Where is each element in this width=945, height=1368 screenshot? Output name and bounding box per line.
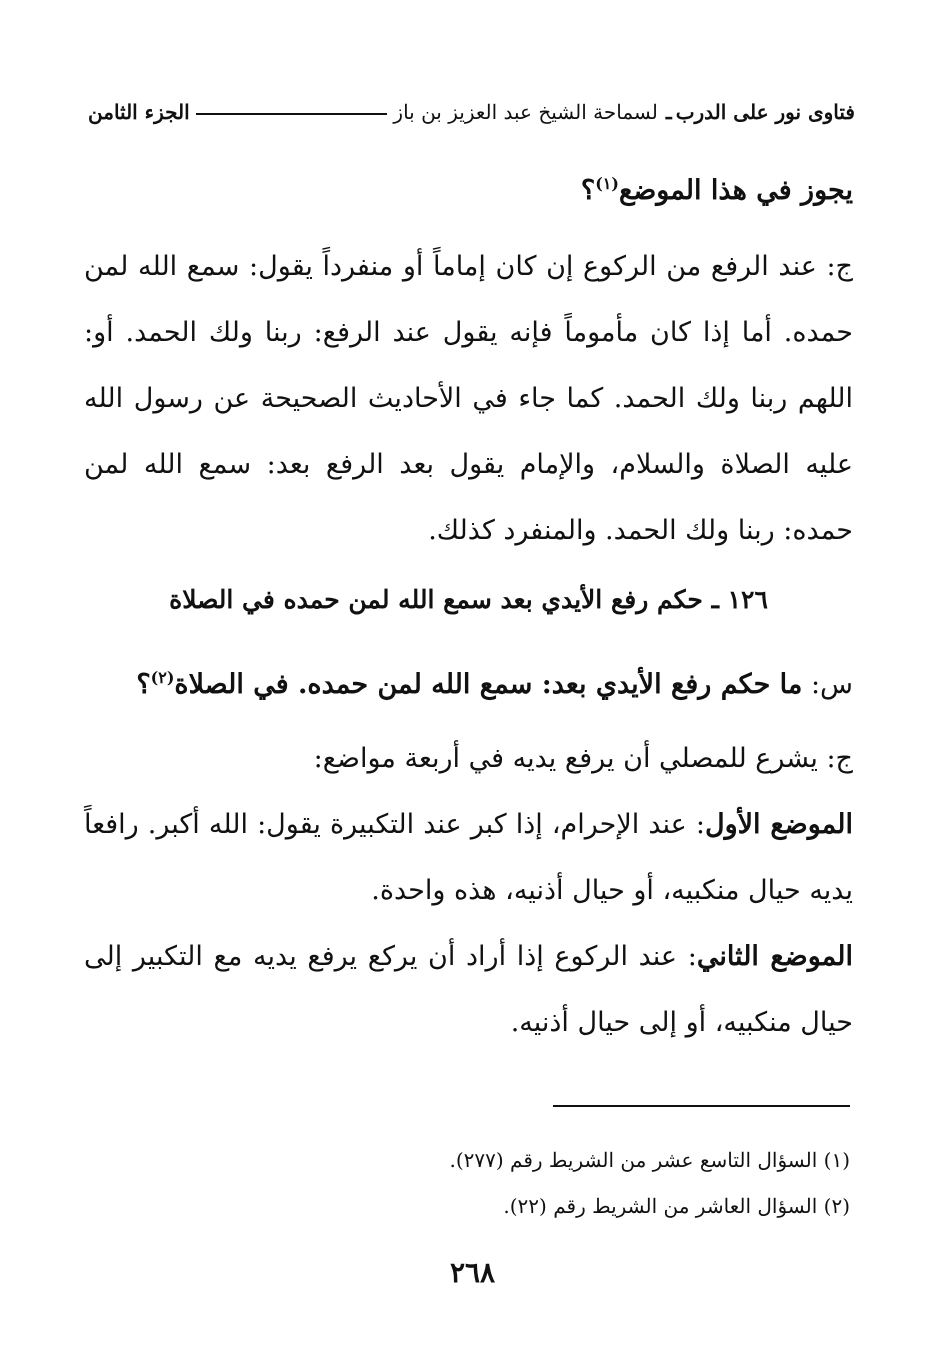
footnote-marker-1: (١) [595, 174, 619, 193]
footnote-1: (١) السؤال التاسع عشر من الشريط رقم (٢٧٧). [449, 1148, 850, 1172]
position-2-text: : عند الركوع إذا أراد أن يركع يرفع يديه مع التكبير إلى حيال منكبيه، أو إلى حيال أذنيه. [84, 941, 853, 1038]
section-heading: ١٢٦ ـ حكم رفع الأيدي بعد سمع الله لمن حمده في الصلاة [169, 585, 768, 614]
question-mark: ؟ [580, 175, 596, 206]
footnotes [84, 1137, 850, 1229]
book-title: فتاوى نور على الدرب [675, 100, 855, 124]
answer-2-intro: ج: يشرع للمصلي أن يرفع يديه في أربعة مواضع: [313, 743, 853, 774]
question-continuation [84, 158, 853, 224]
volume-label: الجزء الثامن [88, 100, 190, 124]
header-separator: ـ [665, 100, 672, 124]
page-number: ٢٦٨ [449, 1256, 496, 1289]
question-2 [84, 652, 853, 718]
question-prefix: س: [802, 669, 853, 700]
position-1-text: : عند الإحرام، إذا كبر عند التكبيرة يقول: الله أكبر. رافعاً يديه حيال منكبيه، أو حيال أذنيه، هذه واحدة. [84, 809, 853, 906]
position-2-paragraph [84, 924, 853, 1056]
position-1-label: الموضع الأول [704, 809, 853, 840]
footnote-marker-2: (٢) [150, 668, 175, 687]
question-2-mark: ؟ [136, 669, 151, 700]
footnote-2: (٢) السؤال العاشر من الشريط رقم (٢٢). [503, 1194, 850, 1218]
position-1-paragraph [84, 792, 853, 924]
question-2-text: ما حكم رفع الأيدي بعد: سمع الله لمن حمده. في الصلاة [174, 669, 803, 700]
answer-paragraph-1: ج: عند الرفع من الركوع إن كان إماماً أو منفرداً يقول: سمع الله لمن حمده. أما إذا كان مأموماً فإنه يقول عند الرفع: ربنا ولك الحمد. أو: اللهم ربنا ولك الحمد. كما جاء في الأحاديث الصحيحة عن رسول الله عليه الصلاة والسلام، والإمام يقول بعد الرفع بعد: سمع الله لمن حمده: ربنا ولك الحمد. والمنفرد كذلك. [84, 251, 853, 546]
position-2-label: الموضع الثاني [696, 941, 853, 972]
header-rule [196, 113, 388, 115]
question-continuation-text: يجوز في هذا الموضع [618, 175, 853, 206]
author-name: لسماحة الشيخ عبد العزيز بن باز [393, 100, 658, 124]
running-header [88, 92, 855, 132]
footnote-divider [553, 1105, 850, 1107]
